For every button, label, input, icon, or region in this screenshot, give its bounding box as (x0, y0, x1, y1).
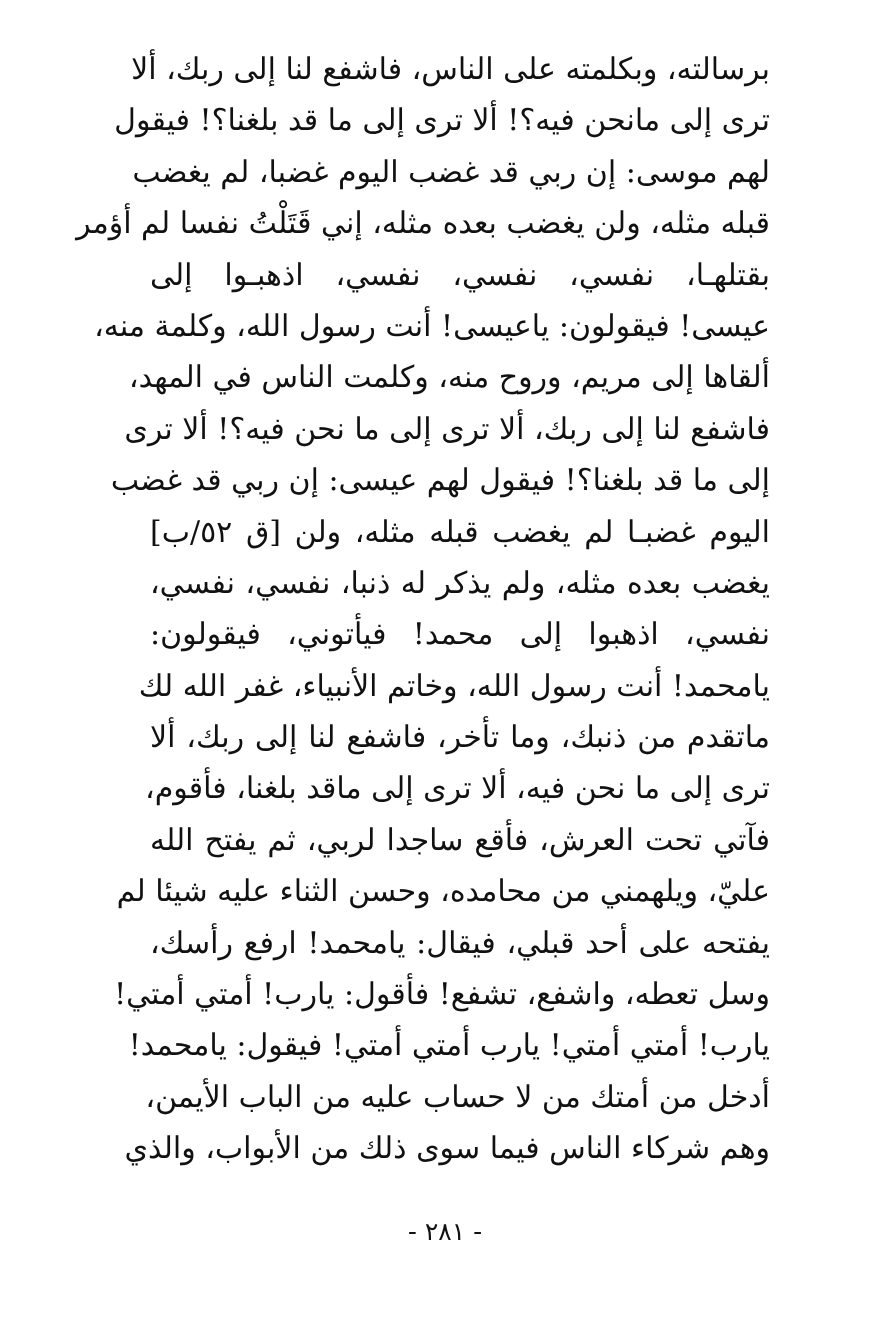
text-line: وسل تعطه، واشفع، تشفع! فأقول: يارب! أمتي أمتي! (114, 977, 770, 1013)
text-line: بقتلهـا، نفسي، نفسي، نفسي، اذهبـوا إلى (150, 257, 770, 293)
text-line: ترى إلى مانحن فيه؟! ألا ترى إلى ما قد بلغنا؟! فيقول (114, 103, 770, 139)
text-line: لهم موسى: إن ربي قد غضب اليوم غضبا، لم يغضب (132, 154, 770, 190)
text-line: عليّ، ويلهمني من محامده، وحسن الثناء عليه شيئا لم (116, 874, 770, 910)
text-line: برسالته، وبكلمته على الناس، فاشفع لنا إلى ربك، ألا (131, 52, 770, 87)
text-line: أدخل من أمتك من لا حساب عليه من الباب الأيمن، (145, 1079, 770, 1115)
text-line: يغضب بعده مثله، ولم يذكر له ذنبا، نفسي، نفسي، (150, 565, 770, 601)
text-line: نفسي، اذهبوا إلى محمد! فيأتوني، فيقولون: (150, 617, 770, 653)
text-line: ماتقدم من ذنبك، وما تأخر، فاشفع لنا إلى ربك، ألا (150, 720, 770, 756)
text-line: عيسى! فيقولون: ياعيسى! أنت رسول الله، وكلمة منه، (94, 308, 770, 344)
text-line: يارب! أمتي أمتي! يارب أمتي أمتي! فيقول: يامحمد! (128, 1028, 770, 1064)
text-line: ألقاها إلى مريم، وروح منه، وكلمت الناس في المهد، (128, 360, 770, 396)
text-line: وهم شركاء الناس فيما سوى ذلك من الأبواب، والذي (124, 1131, 770, 1167)
text-line: اليوم غضبـا لم يغضب قبله مثله، ولن [ق ٥٢/ب] (150, 514, 770, 550)
text-line: يفتحه على أحد قبلي، فيقال: يامحمد! ارفع رأسك، (150, 925, 770, 961)
text-line: ترى إلى ما نحن فيه، ألا ترى إلى ماقد بلغنا، فأقوم، (145, 771, 770, 807)
text-line: فآتي تحت العرش، فأقع ساجدا لربي، ثم يفتح الله (150, 822, 770, 858)
text-line: فاشفع لنا إلى ربك، ألا ترى إلى ما نحن فيه؟! ألا ترى (124, 411, 770, 447)
text-line: قبله مثله، ولن يغضب بعده مثله، إني قَتَلْتُ نفسا لم أؤمر (76, 206, 770, 242)
text-line: إلى ما قد بلغنا؟! فيقول لهم عيسى: إن ربي قد غضب (110, 463, 770, 499)
body-text (76, 44, 770, 1175)
page-number: - ٢٨١ - (407, 1217, 483, 1246)
text-line: يامحمد! أنت رسول الله، وخاتم الأنبياء، غفر الله لك (138, 668, 770, 704)
